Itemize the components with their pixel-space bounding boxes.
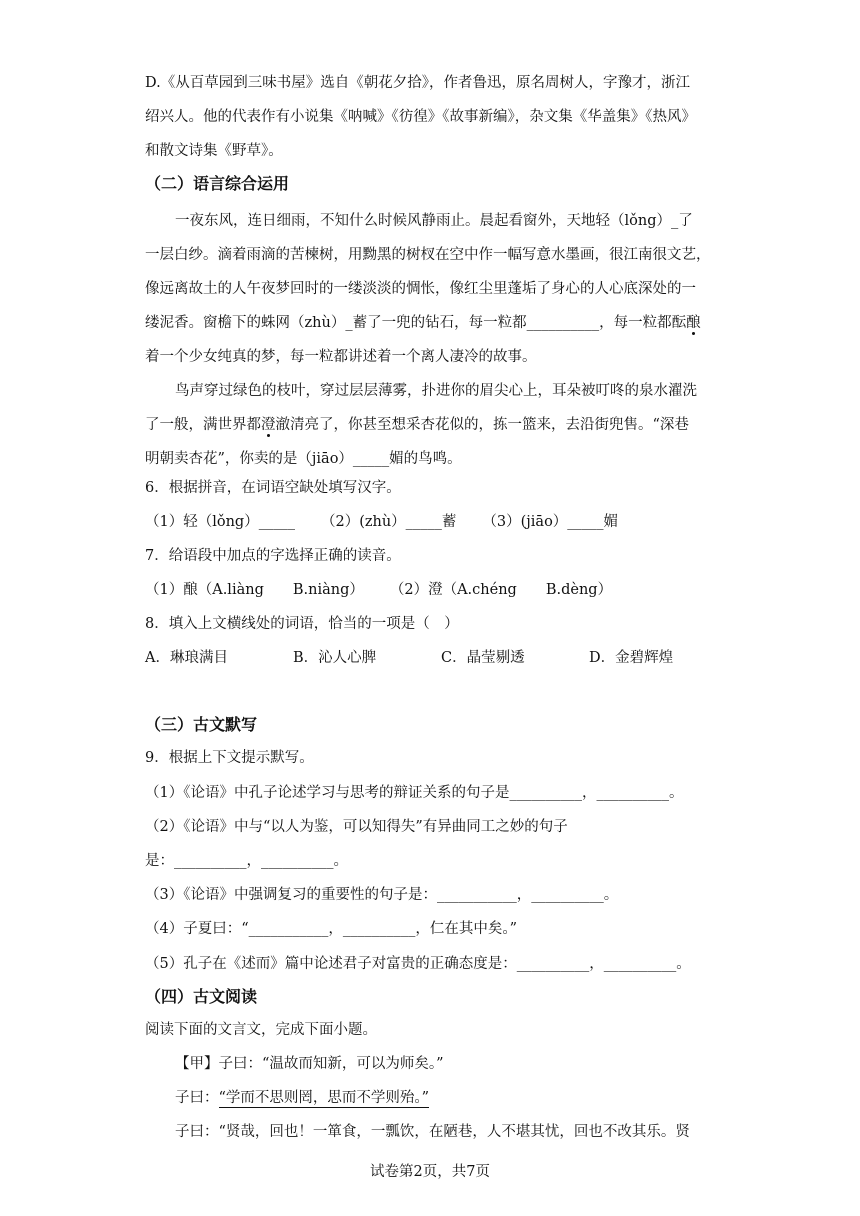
passage-jia-line-1: 【甲】子曰：“温故而知新，可以为师矣。” [175, 1056, 444, 1072]
paragraph-1-line-3: 像远离故土的人午夜梦回时的一缕淡淡的惆怅，像红尘里蓬垢了身心的人心底深处的一 [145, 281, 696, 297]
q5-option-d [145, 66, 725, 168]
paragraph-1-line-4 [145, 306, 725, 340]
paragraph-2-line-3: 明朝卖杏花”，你卖的是（jiāo）_____媚的鸟鸣。 [145, 451, 462, 467]
q8-option-b: B．沁人心脾 [293, 650, 377, 666]
q6-item-2: （2）(zhù）_____蓄 [320, 514, 457, 530]
q8-option-a: A．琳琅满目 [145, 650, 228, 666]
q8-option-d: D．金碧辉煌 [589, 650, 674, 666]
section-heading-classical-reading: （四）古文阅读 [145, 987, 258, 1006]
q9-item-4: （4）子夏曰：“___________，__________，仁在其中矣。” [145, 921, 518, 937]
paragraph-2-line-1: 鸟声穿过绿色的枝叶，穿过层层薄雾，扑进你的眉尖心上，耳朵被叮咚的泉水濯洗 [175, 383, 697, 399]
q9-item-1: （1）《论语》中孔子论述学习与思考的辩证关系的句子是__________，__________。 [145, 785, 684, 801]
q6-item-3: （3）(jiāo）_____媚 [482, 514, 619, 530]
q7-item-2: （2）澄（A.chéng B.dèng） [389, 582, 613, 598]
paragraph-2-line-2-a: 了一般，满世界都 [145, 417, 261, 433]
paragraph-1-line-2: 一层白纱。滴着雨滴的苦楝树，用黝黑的树杈在空中作一幅写意水墨画，很江南很文艺， [145, 247, 711, 263]
paragraph-2-line-2-b: 澈清亮了，你甚至想采杏花似的，拣一篮来，去沿街兜售。“深巷 [275, 417, 689, 433]
q7-items [145, 578, 612, 602]
q8-stem: 8．填入上文横线处的词语，恰当的一项是（ ） [145, 616, 459, 632]
q9-stem: 9．根据上下文提示默写。 [145, 750, 314, 766]
q8-options [145, 646, 673, 670]
option-d-line-1: D.《从百草园到三味书屋》选自《朝花夕拾》，作者鲁迅，原名周树人，字豫才，浙江 [145, 75, 690, 91]
underlined-quote: “学而不思则罔，思而不学则殆。” [218, 1090, 430, 1106]
passage-jia-line-2 [175, 1086, 429, 1110]
passage-paragraph-2 [145, 374, 725, 476]
q7-stem: 7．给语段中加点的字选择正确的读音。 [145, 548, 401, 564]
passage-paragraph-1 [145, 204, 725, 374]
passage-jia-line-2-prefix: 子曰： [175, 1090, 219, 1106]
section-heading-language-use: （二）语言综合运用 [145, 174, 290, 193]
q9-item-5: （5）孔子在《述而》篇中论述君子对富贵的正确态度是：__________，__________。 [145, 956, 691, 972]
q6-stem: 6．根据拼音，在词语空缺处填写汉字。 [145, 480, 401, 496]
paragraph-1-line-5: 着一个少女纯真的梦，每一粒都讲述着一个离人凄冷的故事。 [145, 349, 537, 365]
passage-jia-line-3: 子曰：“贤哉，回也！一箪食，一瓢饮，在陋巷，人不堪其忧，回也不改其乐。贤 [175, 1124, 690, 1140]
q6-item-1: （1）轻（lǒng）_____ [145, 514, 295, 530]
reading-intro: 阅读下面的文言文，完成下面小题。 [145, 1022, 377, 1038]
paragraph-1-line-1: 一夜东风，连日细雨，不知什么时候风静雨止。晨起看窗外，天地轻（lǒng）_了 [175, 213, 693, 229]
q8-option-c: C．晶莹剔透 [441, 650, 525, 666]
paragraph-2-line-2 [145, 408, 725, 442]
dotted-char-cheng: 澄 [261, 417, 276, 433]
q9-item-2-line-2: 是：__________，__________。 [145, 853, 348, 869]
q6-items [145, 510, 618, 534]
section-heading-classical-dictation: （三）古文默写 [145, 715, 258, 734]
paragraph-1-line-4-text: 缕泥香。窗檐下的蛛网（zhù）_蓄了一兜的钻石，每一粒都__________，每一粒都酝 [145, 315, 687, 331]
option-d-line-2: 绍兴人。他的代表作有小说集《呐喊》《彷徨》《故事新编》，杂文集《华盖集》《热风》 [145, 109, 696, 125]
q9-item-3: （3）《论语》中强调复习的重要性的句子是：___________，__________。 [145, 887, 619, 903]
page-footer: 试卷第2页，共7页 [370, 1164, 490, 1180]
q7-item-1: （1）酿（A.liàng B.niàng） [145, 582, 364, 598]
q9-item-2-line-1: （2）《论语》中与“以人为鉴，可以知得失”有异曲同工之妙的句子 [145, 819, 568, 835]
dotted-char-niang: 酿 [686, 315, 701, 331]
option-d-line-3: 和散文诗集《野草》。 [145, 143, 283, 159]
